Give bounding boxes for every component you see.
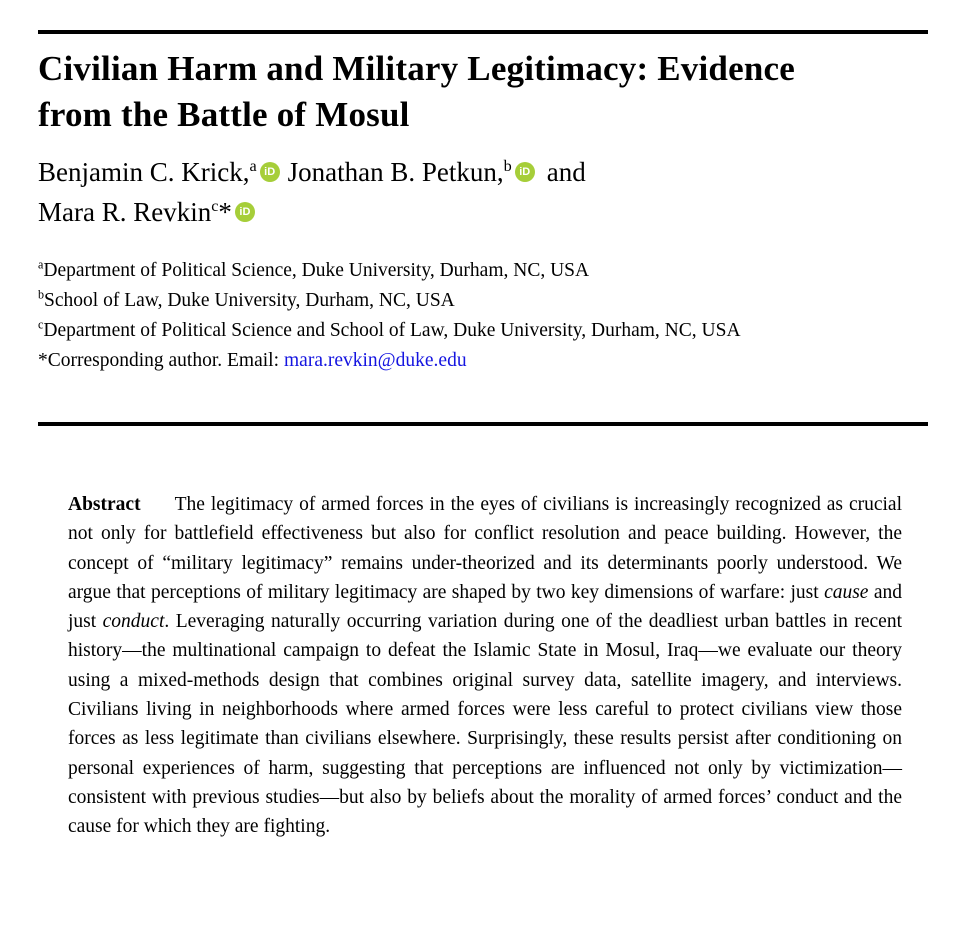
corresponding-author-mark: * bbox=[218, 197, 232, 227]
affiliation-sup: c bbox=[38, 317, 44, 332]
affiliations-block bbox=[38, 256, 928, 376]
author-list bbox=[38, 152, 928, 232]
correspondence-prefix: *Corresponding author. Email: bbox=[38, 350, 280, 371]
abstract-italic-term: conduct bbox=[102, 611, 165, 633]
separator-rule bbox=[38, 422, 928, 426]
paper-title-page bbox=[0, 30, 966, 842]
affiliation-line bbox=[38, 286, 928, 316]
abstract-italic-term: cause bbox=[824, 581, 869, 603]
abstract-text-segment: . Leveraging naturally occurring variation during one of the deadliest urban battles in recent history—the multinational campaign to defeat the Islamic State in Mosul, Iraq—we evaluate our theory using a mixed-methods design that combines original survey data, satellite imagery, and interviews. Civilians living in neighborhoods where armed forces were less careful to protect civilians view those forces as less legitimate than civilians elsewhere. Surprisingly, these results persist after conditioning on personal experiences of harm, suggesting that perceptions are influenced not only by victimization—consistent with previous studies—but also by beliefs about the morality of armed forces’ conduct and the cause for which they are fighting. bbox=[68, 611, 902, 838]
affiliation-sup: b bbox=[38, 287, 45, 302]
author-name-text: Jonathan B. Petkun, bbox=[287, 157, 504, 187]
author-name bbox=[288, 157, 512, 187]
affiliation-text: Department of Political Science, Duke University, Durham, NC, USA bbox=[43, 260, 590, 281]
author-affiliation-sup: c bbox=[211, 197, 219, 215]
title-line-1: Civilian Harm and Military Legitimacy: Evidence bbox=[38, 49, 795, 88]
author-name-text: Mara R. Revkin bbox=[38, 197, 212, 227]
top-rule bbox=[38, 30, 928, 34]
affiliation-line bbox=[38, 256, 928, 286]
authors-line-1 bbox=[38, 152, 928, 192]
author-affiliation-sup: b bbox=[503, 157, 512, 175]
corresponding-author-email-link[interactable]: mara.revkin@duke.edu bbox=[284, 350, 467, 371]
abstract-paragraph bbox=[68, 490, 902, 842]
orcid-icon[interactable]: iD bbox=[235, 202, 255, 222]
affiliation-text: Department of Political Science and School of Law, Duke University, Durham, NC, USA bbox=[43, 320, 741, 341]
author-name-text: Benjamin C. Krick, bbox=[38, 157, 250, 187]
correspondence-line bbox=[38, 346, 928, 376]
paper-title bbox=[38, 46, 928, 138]
abstract-text-segment: and just bbox=[68, 581, 902, 633]
affiliation-text: School of Law, Duke University, Durham, NC, USA bbox=[44, 290, 455, 311]
author-connector: and bbox=[546, 157, 586, 187]
abstract-label: Abstract bbox=[68, 494, 141, 515]
title-line-2: from the Battle of Mosul bbox=[38, 95, 410, 134]
orcid-icon[interactable]: iD bbox=[515, 162, 535, 182]
author-name bbox=[38, 197, 232, 227]
author-name bbox=[38, 157, 257, 187]
affiliation-line bbox=[38, 316, 928, 346]
orcid-icon[interactable]: iD bbox=[260, 162, 280, 182]
abstract-text-segment: The legitimacy of armed forces in the eyes of civilians is increasingly recognized as crucial not only for battlefield effectiveness but also for conflict resolution and peace building. However, the concept of “military legitimacy” remains under-theorized and its determinants poorly understood. We argue that perceptions of military legitimacy are shaped by two key dimensions of warfare: just bbox=[68, 494, 902, 603]
author-affiliation-sup: a bbox=[249, 157, 257, 175]
authors-line-2 bbox=[38, 192, 928, 232]
affiliation-sup: a bbox=[38, 257, 44, 272]
